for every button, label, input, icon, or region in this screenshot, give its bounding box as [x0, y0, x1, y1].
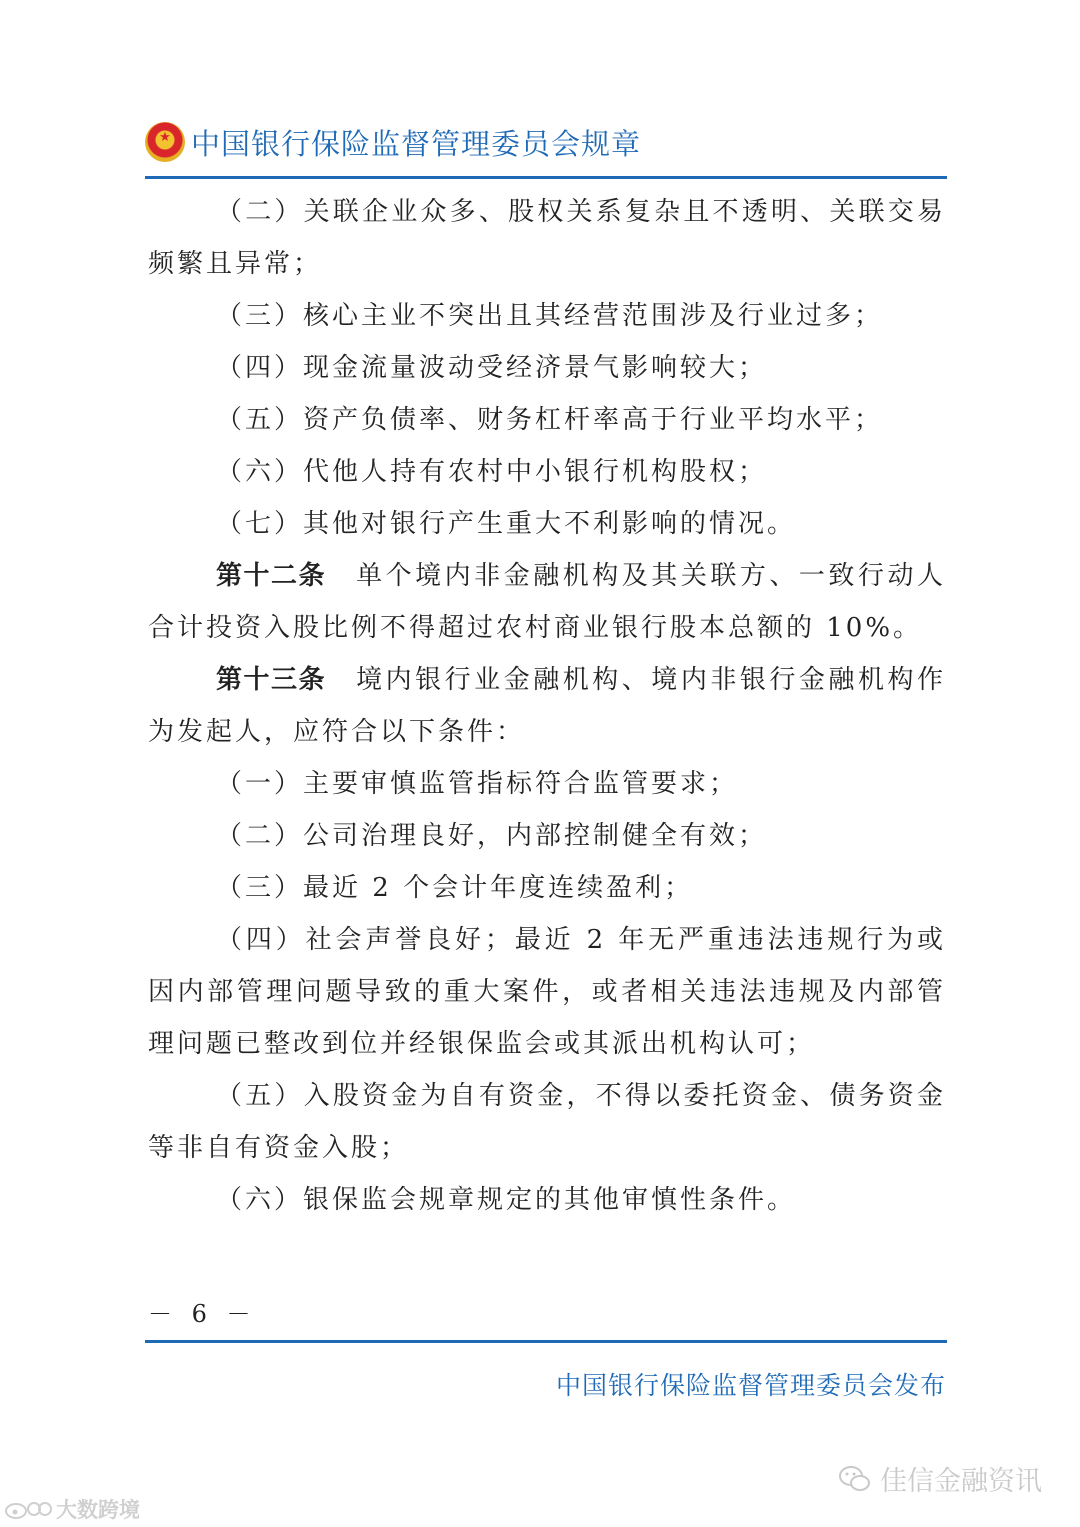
page-header: [145, 118, 947, 166]
page-number: － 6 －: [148, 1300, 257, 1328]
paragraph-text: （六）代他人持有农村中小银行机构股权；: [216, 457, 768, 487]
paragraph-text: （六）银保监会规章规定的其他审慎性条件。: [216, 1185, 797, 1215]
watermark-right-label: 佳信金融资讯: [880, 1466, 1042, 1497]
paragraph-text: （七）其他对银行产生重大不利影响的情况。: [216, 509, 797, 539]
paragraph-text: 境内银行业金融机构、境内非银行金融机构作为发起人，应符合以下条件：: [148, 665, 946, 747]
paragraph: [148, 810, 946, 862]
footer-rule: [145, 1340, 947, 1343]
wechat-icon: [838, 1464, 872, 1494]
paragraph-text: （四）社会声誉良好；最近 2 年无严重违法违规行为或因内部管理问题导致的重大案件，或者相关违法违规及内部管理问题已整改到位并经银保监会或其派出机构认可；: [148, 925, 946, 1059]
national-emblem-icon: [145, 122, 185, 162]
paragraph-text: （二）关联企业众多、股权关系复杂且不透明、关联交易频繁且异常；: [148, 197, 946, 279]
paragraph-text: 单个境内非金融机构及其关联方、一致行动人合计投资入股比例不得超过农村商业银行股本总额的 10%。: [148, 561, 946, 643]
paragraph-text: （一）主要审慎监管指标符合监管要求；: [216, 769, 739, 799]
weibo-icon: [4, 1498, 52, 1520]
article-paragraph: [148, 550, 946, 654]
paragraph: [148, 498, 946, 550]
paragraph: [148, 186, 946, 290]
watermark-left-label: 大数跨境: [56, 1498, 140, 1522]
watermark-right: [838, 1459, 1042, 1498]
paragraph-text: （二）公司治理良好，内部控制健全有效；: [216, 821, 768, 851]
paragraph-text: （三）最近 2 个会计年度连续盈利；: [216, 873, 694, 903]
document-body: [148, 186, 946, 1226]
paragraph-text: （三）核心主业不突出且其经营范围涉及行业过多；: [216, 301, 884, 331]
article-number: 第十二条: [216, 561, 327, 591]
paragraph: [148, 290, 946, 342]
paragraph: [148, 1070, 946, 1174]
paragraph: [148, 342, 946, 394]
paragraph-text: （四）现金流量波动受经济景气影响较大；: [216, 353, 768, 383]
paragraph: [148, 394, 946, 446]
paragraph: [148, 446, 946, 498]
watermark-left: [4, 1494, 140, 1524]
header-rule: [145, 176, 947, 179]
footer-publisher: 中国银行保险监督管理委员会发布: [555, 1371, 946, 1400]
paragraph: [148, 862, 946, 914]
paragraph: [148, 914, 946, 1070]
article-paragraph: [148, 654, 946, 758]
paragraph-text: （五）资产负债率、财务杠杆率高于行业平均水平；: [216, 405, 884, 435]
paragraph-text: （五）入股资金为自有资金，不得以委托资金、债务资金等非自有资金入股；: [148, 1081, 946, 1163]
paragraph: [148, 1174, 946, 1226]
paragraph: [148, 758, 946, 810]
article-number: 第十三条: [216, 665, 327, 695]
header-title: 中国银行保险监督管理委员会规章: [191, 126, 642, 161]
